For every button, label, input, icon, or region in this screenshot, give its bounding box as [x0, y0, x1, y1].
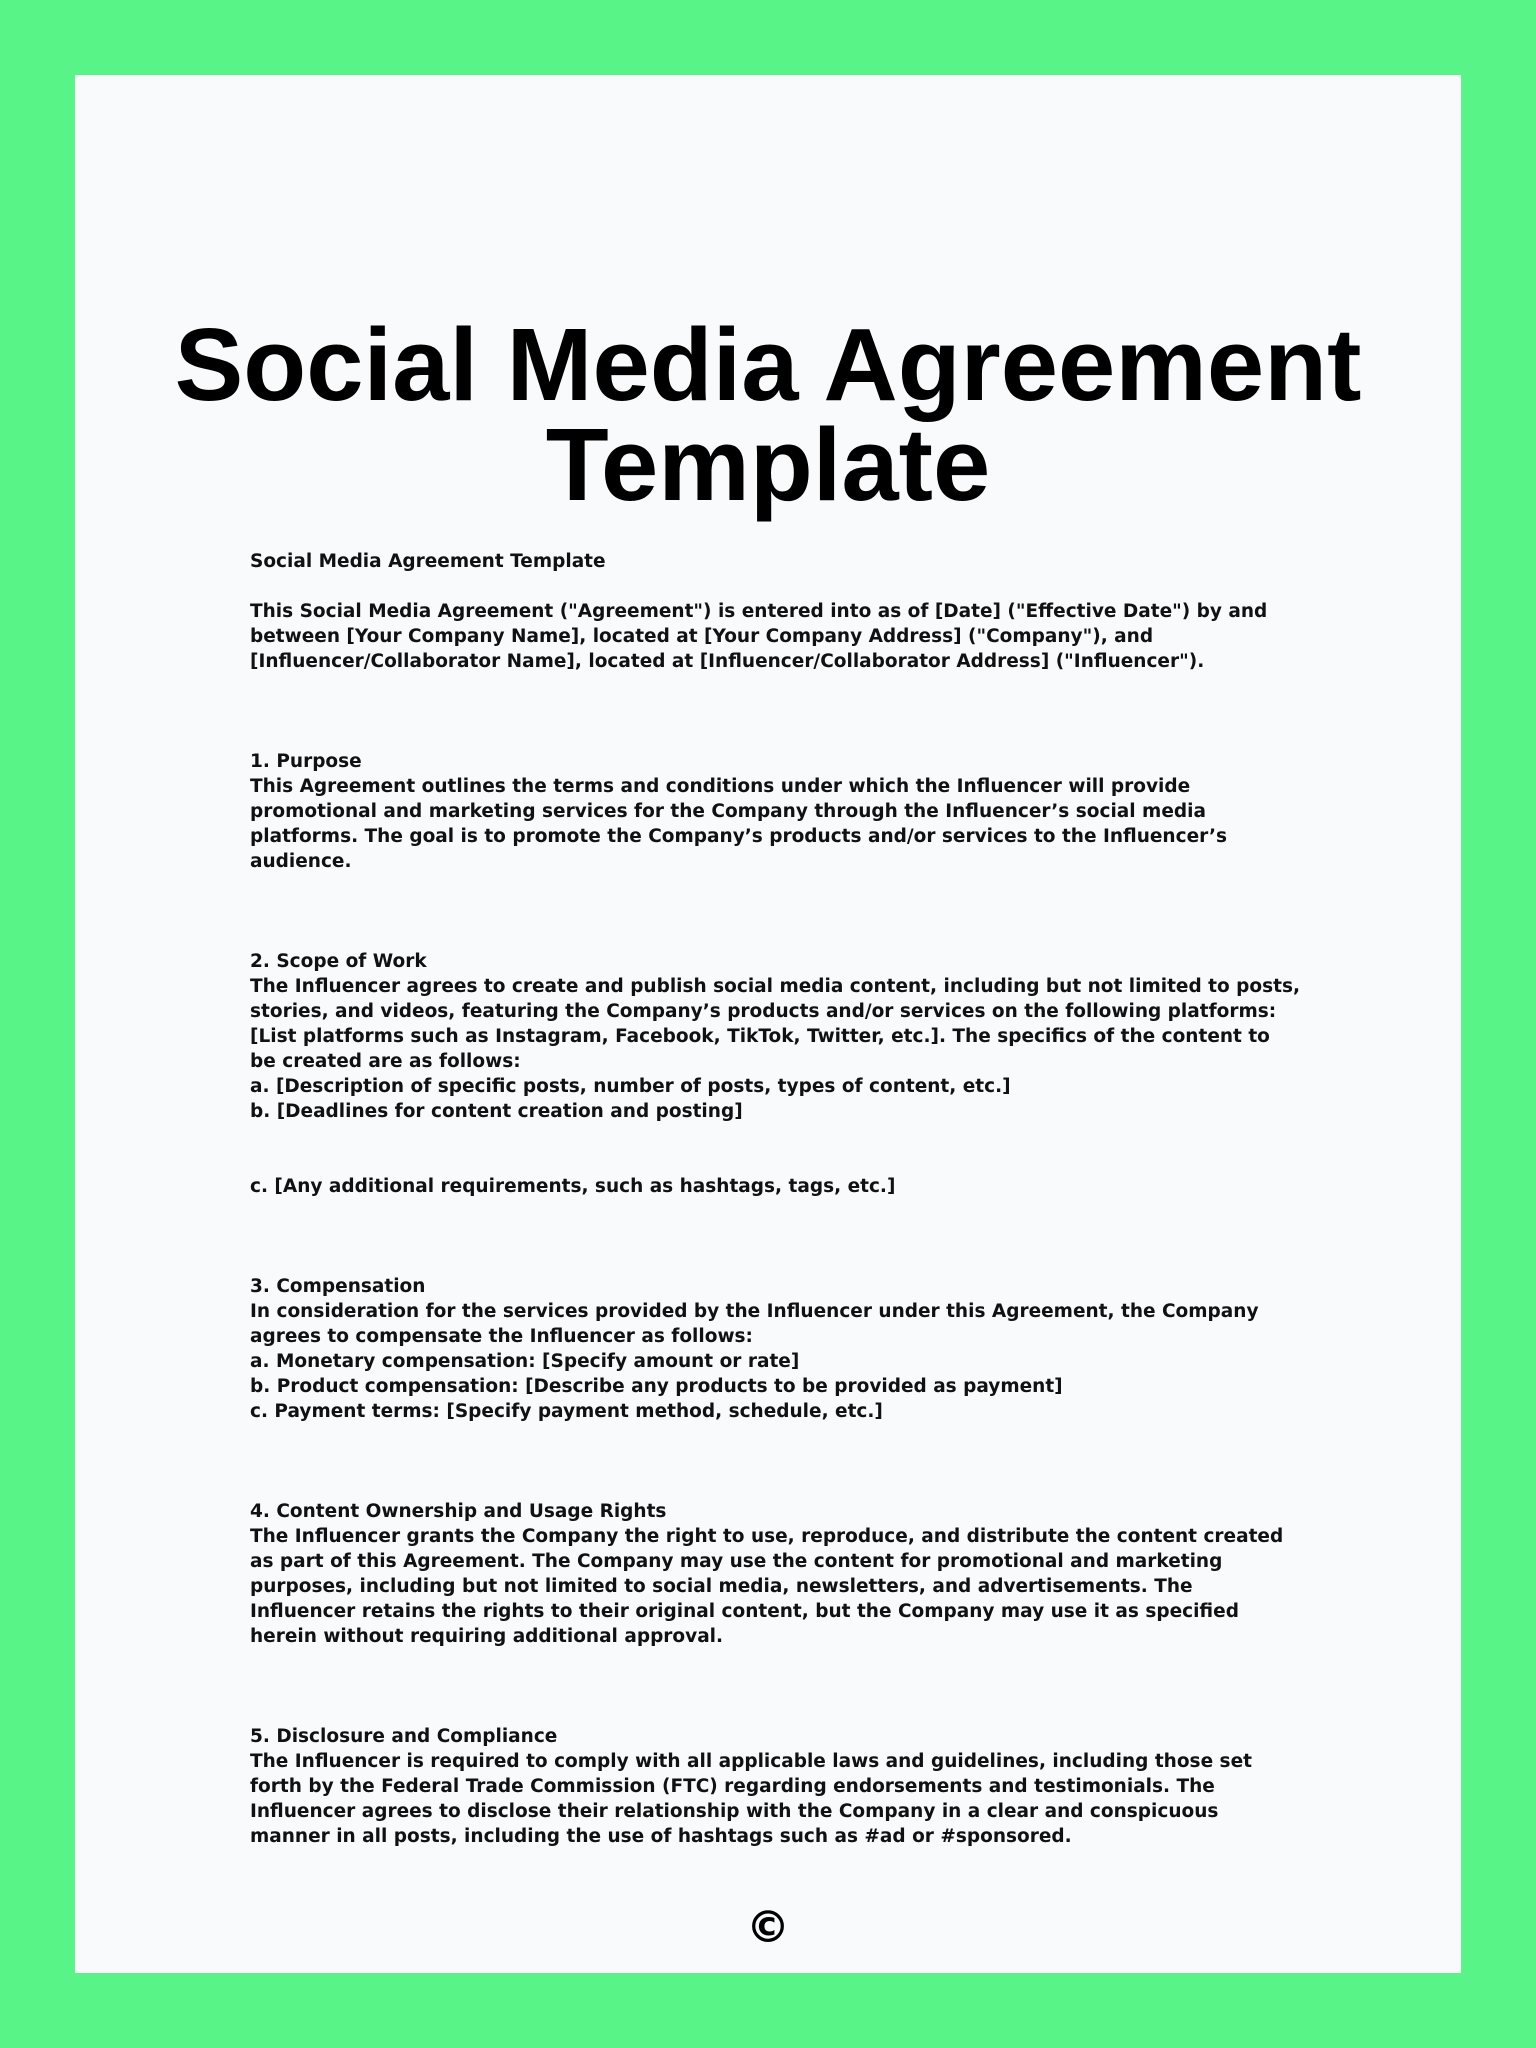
page-title [75, 307, 1461, 522]
section-heading: 1. Purpose [250, 751, 362, 772]
section-body: The Influencer agrees to create and publish social media content, including but not limited to posts, stories, and videos, featuring the Company’s products and/or services on the following platforms: [List platforms such as Instagram, Facebook, TikTok, Twitter, etc.]. The specifics of the content to be created are as follows: [250, 976, 1301, 1072]
list-item: c. [Any additional requirements, such as hashtags, tags, etc.] [250, 1176, 896, 1197]
list-item: b. [Deadlines for content creation and posting] [250, 1101, 743, 1122]
section-body: The Influencer grants the Company the right to use, reproduce, and distribute the content created as part of this Agreement. The Company may use the content for promotional and marketing purposes, including but not limited to social media, newsletters, and advertisements. The Influencer retains the rights to their original content, but the Company may use it as specified herein without requiring additional approval. [250, 1526, 1284, 1647]
section-scope-of-work [250, 949, 1300, 1199]
title-line-2: Template [545, 407, 991, 522]
list-item: a. [Description of specific posts, number of posts, types of content, etc.] [250, 1076, 1011, 1097]
section-disclosure-compliance [250, 1724, 1300, 1849]
document-page [75, 75, 1461, 1973]
section-body: The Influencer is required to comply with all applicable laws and guidelines, including those set forth by the Federal Trade Commission (FTC) regarding endorsements and testimonials. The Influencer agrees to disclose their relationship with the Company in a clear and conspicuous manner in all posts, including the use of hashtags such as #ad or #sponsored. [250, 1751, 1252, 1847]
section-heading: 2. Scope of Work [250, 951, 427, 972]
section-heading: 5. Disclosure and Compliance [250, 1726, 558, 1747]
section-body: In consideration for the services provided by the Influencer under this Agreement, the Company agrees to compensate the Influencer as follows: [250, 1301, 1259, 1347]
copyright-icon: © [746, 1902, 790, 1953]
title-line-1: Social Media Agreement [174, 307, 1362, 422]
section-heading: 3. Compensation [250, 1276, 426, 1297]
document-body [250, 549, 1300, 1849]
section-compensation [250, 1274, 1300, 1424]
list-item: b. Product compensation: [Describe any products to be provided as payment] [250, 1376, 1063, 1397]
section-body: This Agreement outlines the terms and conditions under which the Influencer will provide promotional and marketing services for the Company through the Influencer’s social media platforms. The goal is to promote the Company’s products and/or services to the Influencer’s audience. [250, 776, 1228, 872]
section-content-ownership [250, 1499, 1300, 1649]
list-item: a. Monetary compensation: [Specify amount or rate] [250, 1351, 800, 1372]
intro-paragraph: This Social Media Agreement ("Agreement") is entered into as of [Date] ("Effective Date") by and between [Your Company Name], located at [Your Company Address] ("Company"), and [Influencer/Collaborator Name], located at [Influencer/Collaborator Address] ("Influencer"). [250, 601, 1268, 672]
document-heading: Social Media Agreement Template [250, 551, 606, 572]
section-purpose [250, 749, 1300, 874]
list-item: c. Payment terms: [Specify payment method, schedule, etc.] [250, 1401, 883, 1422]
section-heading: 4. Content Ownership and Usage Rights [250, 1501, 667, 1522]
